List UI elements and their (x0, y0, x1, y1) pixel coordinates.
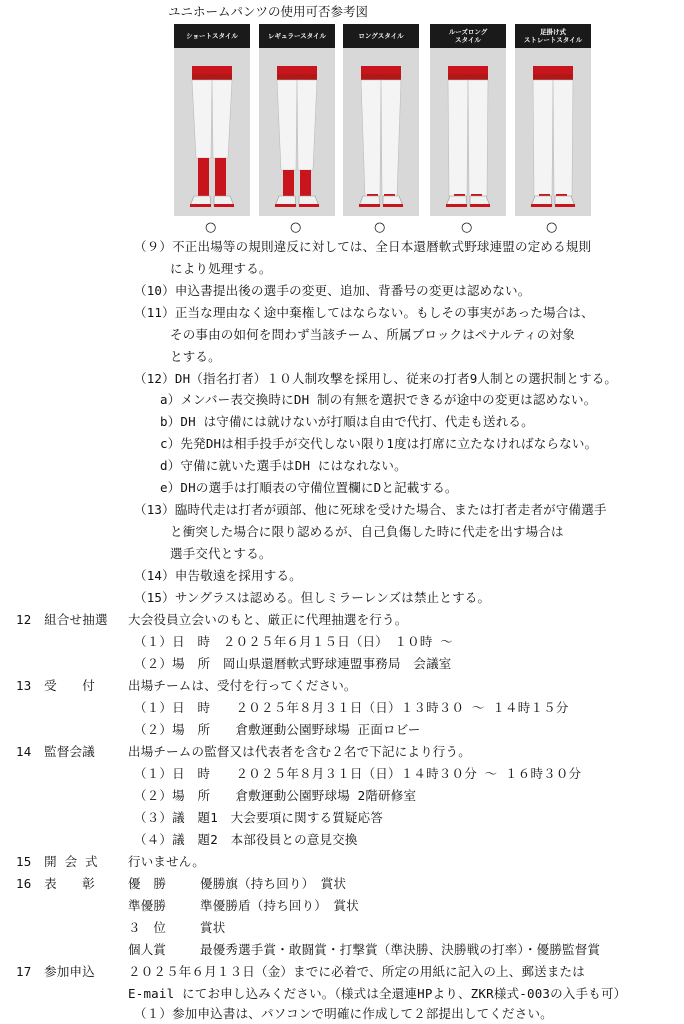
belt (361, 74, 401, 80)
award-3-value: 賞状 (200, 920, 226, 935)
award-1-label: 優 勝 (128, 876, 167, 891)
rule-12: （12）DH（指名打者）１０人制攻撃を採用し、従来の打者9人制との選択制とする。 (134, 371, 618, 386)
shoe-sole-right (555, 204, 575, 207)
shoe-sole-left (275, 204, 296, 207)
shoe-sole-right (470, 204, 490, 207)
style-label (430, 24, 506, 48)
rule-12-e: e）DHの選手は打順表の守備位置欄にDと記載する。 (160, 480, 458, 495)
section-15-heading: 15 開 会 式 (16, 854, 98, 869)
allowed-mark: ○ (461, 220, 473, 235)
sock-right (300, 170, 311, 196)
pants-illustration (259, 48, 335, 216)
section-13-date: （１）日 時 ２０２５年８月３１日（日）１３時３０ ～ １４時１５分 (134, 700, 569, 715)
award-4-label: 個人賞 (128, 942, 167, 957)
allowed-mark: ○ (374, 220, 386, 235)
style-label (259, 24, 335, 48)
style-label-text: 足掛け式 ストレートスタイル (523, 28, 583, 44)
section-12-place: （２）場 所 岡山県還暦軟式野球連盟事務局 会議室 (134, 656, 452, 671)
rule-9-cont: により処理する。 (170, 261, 272, 276)
allowed-mark: ○ (205, 220, 217, 235)
section-13-heading: 13 受 付 (16, 678, 95, 693)
pants-right-leg (468, 80, 488, 196)
shoe-sole-left (531, 204, 552, 207)
style-label (515, 24, 591, 48)
style-panel (259, 24, 335, 216)
award-3-label: ３ 位 (128, 920, 167, 935)
award-2-value: 準優勝盾（持ち回り） 賞状 (200, 898, 359, 913)
pants-left-leg (361, 80, 381, 196)
sock-right (215, 158, 226, 196)
rule-11-cont: その事由の如何を問わず当該チーム、所属ブロックはペナルティの対象 (170, 327, 575, 342)
section-17-text: ２０２５年６月１３日（金）までに必着で、所定の用紙に記入の上、郵送または (128, 964, 585, 979)
rule-12-b: b）DH は守備には就けないが打順は自由で代打、代走も送れる。 (160, 414, 534, 429)
rule-13-cont2: 選手交代とする。 (170, 546, 272, 561)
shoe-sole-right (383, 204, 403, 207)
section-14-text: 出場チームの監督又は代表者を含む２名で下記により行う。 (128, 744, 471, 759)
section-17-heading: 17 参加申込 (16, 964, 95, 979)
section-13-place: （２）場 所 倉敷運動公園野球場 正面ロビー (134, 722, 421, 737)
figure-title: ユニホームパンツの使用可否参考図 (168, 4, 369, 19)
shoe-sole-left (446, 204, 467, 207)
award-1-value: 優勝旗（持ち回り） 賞状 (200, 876, 347, 891)
style-panel (343, 24, 419, 216)
belt (448, 74, 488, 80)
style-panel (174, 24, 250, 216)
style-label (343, 24, 419, 48)
rule-10: （10）申込書提出後の選手の変更、追加、背番号の変更は認めない。 (134, 283, 531, 298)
rule-13: （13）臨時代走は打者が頭部、他に死球を受けた場合、または打者走者が守備選手 (134, 502, 607, 517)
belt (533, 74, 573, 80)
section-12-heading: 12 組合せ抽選 (16, 612, 108, 627)
pants-illustration (343, 48, 419, 216)
belt (277, 74, 317, 80)
style-label-text: ショートスタイル (186, 32, 238, 40)
rule-12-d: d）守備に就いた選手はDH にはなれない。 (160, 458, 407, 473)
pants-illustration (174, 48, 250, 216)
allowed-mark: ○ (290, 220, 302, 235)
rule-13-cont: と衝突した場合に限り認めるが、自己負傷した時に代走を出す場合は (170, 524, 564, 539)
section-13-text: 出場チームは、受付を行ってください。 (128, 678, 357, 693)
allowed-mark: ○ (546, 220, 558, 235)
rule-9: （９）不正出場等の規則違反に対しては、全日本還暦軟式野球連盟の定める規則 (134, 239, 592, 254)
section-14-topic1: （３）議 題1 大会要項に関する質疑応答 (134, 810, 384, 825)
pants-right-leg (553, 80, 573, 196)
section-12-date: （１）日 時 ２０２５年６月１５日（日） １０時 ～ (134, 634, 453, 649)
rule-11: （11）正当な理由なく途中棄権してはならない。もしその事実があった場合は、 (134, 305, 594, 320)
shoe-sole-left (190, 204, 211, 207)
shoe-sole-right (299, 204, 319, 207)
style-label (174, 24, 250, 48)
section-16-heading: 16 表 彰 (16, 876, 95, 891)
style-panel (430, 24, 506, 216)
shoe-sole-left (359, 204, 380, 207)
rule-14: （14）申告敬遠を採用する。 (134, 568, 302, 583)
rule-11-cont2: とする。 (170, 349, 221, 364)
pants-illustration (430, 48, 506, 216)
style-panel (515, 24, 591, 216)
style-label-text: レギュラースタイル (267, 32, 327, 40)
pants-right-leg (297, 80, 317, 170)
pants-left-leg (192, 80, 212, 158)
section-15-text: 行いません。 (128, 854, 205, 869)
pants-left-leg (277, 80, 297, 170)
award-2-label: 準優勝 (128, 898, 167, 913)
pants-left-leg (533, 80, 553, 196)
sock-left (283, 170, 294, 196)
pants-right-leg (212, 80, 232, 158)
belt (192, 74, 232, 80)
pants-left-leg (448, 80, 468, 196)
style-label-text: ロングスタイル (358, 32, 404, 40)
section-14-place: （２）場 所 倉敷運動公園野球場 2階研修室 (134, 788, 417, 803)
shoe-sole-right (214, 204, 234, 207)
rule-15: （15）サングラスは認める。但しミラーレンズは禁止とする。 (134, 590, 491, 605)
style-label-text: ルーズロング スタイル (448, 28, 488, 44)
section-12-text: 大会役員立会いのもと、厳正に代理抽選を行う。 (128, 612, 408, 627)
section-14-date: （１）日 時 ２０２５年８月３１日（日）１４時３０分 ～ １６時３０分 (134, 766, 582, 781)
award-4-value: 最優秀選手賞・敢闘賞・打撃賞（準決勝、決勝戦の打率）・優勝監督賞 (200, 942, 601, 957)
pants-illustration (515, 48, 591, 216)
rule-12-c: c）先発DHは相手投手が交代しない限り1度は打席に立たなければならない。 (160, 436, 598, 451)
section-17-item1: （１）参加申込書は、パソコンで明確に作成して２部提出してください。 (134, 1006, 553, 1021)
section-17-text-cont: E-mail にてお申し込みください。（様式は全還連HPより、ZKR様式-003の入手も可） (128, 986, 627, 1001)
rule-12-a: a）メンバー表交換時にDH 制の有無を選択できるが途中の変更は認めない。 (160, 392, 597, 407)
section-14-topic2: （４）議 題2 本部役員との意見交換 (134, 832, 358, 847)
section-14-heading: 14 監督会議 (16, 744, 95, 759)
sock-left (198, 158, 209, 196)
pants-right-leg (381, 80, 401, 196)
